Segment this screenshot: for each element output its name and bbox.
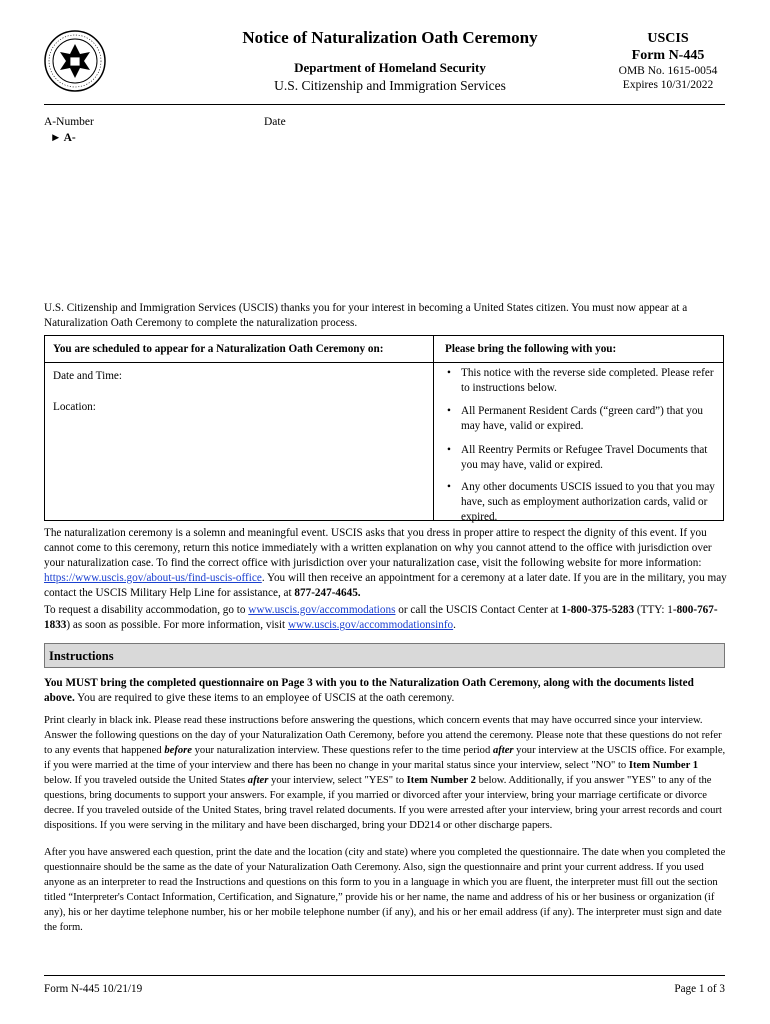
schedule-table xyxy=(44,335,724,521)
footer-divider xyxy=(44,975,725,976)
a-number-field[interactable]: ► A- xyxy=(50,132,76,144)
accommodations-link[interactable]: www.uscis.gov/accommodations xyxy=(248,604,396,616)
page-number: Page 1 of 3 xyxy=(674,983,725,995)
list-item: • All Reentry Permits or Refugee Travel Documents that you may have, valid or expired. xyxy=(447,444,708,471)
omb-number: OMB No. 1615-0054 xyxy=(618,65,718,77)
date-time-label: Date and Time: xyxy=(53,370,122,382)
a-number-label: A-Number xyxy=(44,116,94,128)
form-edition: Form N-445 10/21/19 xyxy=(44,983,143,995)
contact-center-number: 1-800-375-5283 xyxy=(561,604,635,616)
accommodations-info-link[interactable]: www.uscis.gov/accommodationsinfo xyxy=(287,619,454,631)
disability-paragraph: To request a disability accommodation, go to www.uscis.gov/accommodations or call the USCIS Contact Center at 1-800-375-5283 (TTY: 1-800-767-1833) as soon as possible. For more information, visit www.uscis.gov/accommodationsinfo. xyxy=(44,604,718,631)
header-divider xyxy=(44,104,725,105)
agency-name: U.S. Citizenship and Immigration Services xyxy=(274,78,506,93)
tty-number: 800-767-1833 xyxy=(44,604,718,631)
intro-paragraph: U.S. Citizenship and Immigration Services (USCIS) thanks you for your interest in becoming a United States citizen. You must now appear at a Naturalization Oath Ceremony to complete the naturalization process. xyxy=(44,302,688,329)
find-office-link[interactable]: https://www.uscis.gov/about-us/find-uscis-office xyxy=(44,572,262,584)
form-number: Form N-445 xyxy=(631,48,705,63)
instructions-paragraph-1: Print clearly in black ink. Please read these instructions before answering the questions, which concern events that may have occurred since your interview. xyxy=(44,715,703,726)
schedule-header: You are scheduled to appear for a Naturalization Oath Ceremony on: xyxy=(53,343,384,355)
list-item: • This notice with the reverse side completed. Please refer to instructions below. xyxy=(447,367,714,394)
instructions-intro: You MUST bring the completed questionnaire on Page 3 with you to the Naturalization Oath Ceremony, along with the documents listed above. You are required to give these items to an employee of USCIS at the oath ceremony. xyxy=(44,677,694,704)
bring-items-header: Please bring the following with you: xyxy=(445,343,617,355)
page-title: Notice of Naturalization Oath Ceremony xyxy=(242,28,538,47)
location-label: Location: xyxy=(53,401,96,413)
form-identity xyxy=(608,30,728,92)
instructions-paragraph-3: After you have answered each question, print the date and the location (city and state) where you completed the questionnaire. The date when you completed the questionnaire should be the same as the date of your Naturalization Oath Ceremony. Also, sign the questionnaire and print your current address. If you used anyone as an interpreter to read the Instructions and questions on this form to you in a language in which you are fluent, the interpreter must fill out the section titled “Interpreter's Contact Information, Certification, and Signature,” provide his or her name, the name and address of his or her business or organization (if any), his or her daytime telephone number, his or her mobile telephone number (if any), and his or her email address (if any). The interpreter must sign and date the form. xyxy=(44,847,726,933)
instructions-paragraph-2: Answer the following questions on the day of your Naturalization Oath Ceremony, before you attend the ceremony. Please note that these questions do not refer to any events that happened before your naturalization interview. These questions refer to the time period after your interview at the USCIS office. For example, if you were married at the time of your interview and there has been no change in your marital status since your interview, select "NO" to Item Number 1 below. If you traveled outside the United States after your interview, select "YES" to Item Number 2 below. Additionally, if you answer "YES" to any of the questions, bring documents to support your answers. For example, if you married or divorced after your interview, bring your marriage certificate or divorce decree. If you traveled outside of the United States, bring travel related documents. If you were arrested after your interview, bring your arrest records and court dispositions. If you were serving in the military and have been discharged, bring your DD214 or other discharge papers. xyxy=(44,730,726,831)
instructions-heading-bar xyxy=(44,643,725,668)
instructions-heading: Instructions xyxy=(49,649,114,663)
date-label: Date xyxy=(264,116,286,128)
dhs-seal-icon xyxy=(44,30,106,92)
form-agency: USCIS xyxy=(647,31,689,46)
ceremony-paragraph: The naturalization ceremony is a solemn and meaningful event. USCIS asks that you dress in proper attire to respect the dignity of this event. If you cannot come to this ceremony, return this notice immediately with a written explanation on why you cannot attend to the office with jurisdiction over your naturalization case. To find the correct office with jurisdiction over your naturalization case, visit the following website for more information: https://www.uscis.gov/about-us/find-uscis-office. You will then receive an appointment for a ceremony at a later date. If you are in the military, you may contact the USCIS Military Help Line for assistance, at 877-247-4645. xyxy=(44,527,727,599)
department-name: Department of Homeland Security xyxy=(294,60,486,75)
expiration-date: Expires 10/31/2022 xyxy=(622,79,714,91)
military-helpline-number: 877-247-4645. xyxy=(294,587,361,599)
list-item: • Any other documents USCIS issued to you that you may have, such as employment authorization cards, valid or expired. xyxy=(447,481,715,523)
list-item: • All Permanent Resident Cards (“green card”) that you may have, valid or expired. xyxy=(447,405,704,432)
